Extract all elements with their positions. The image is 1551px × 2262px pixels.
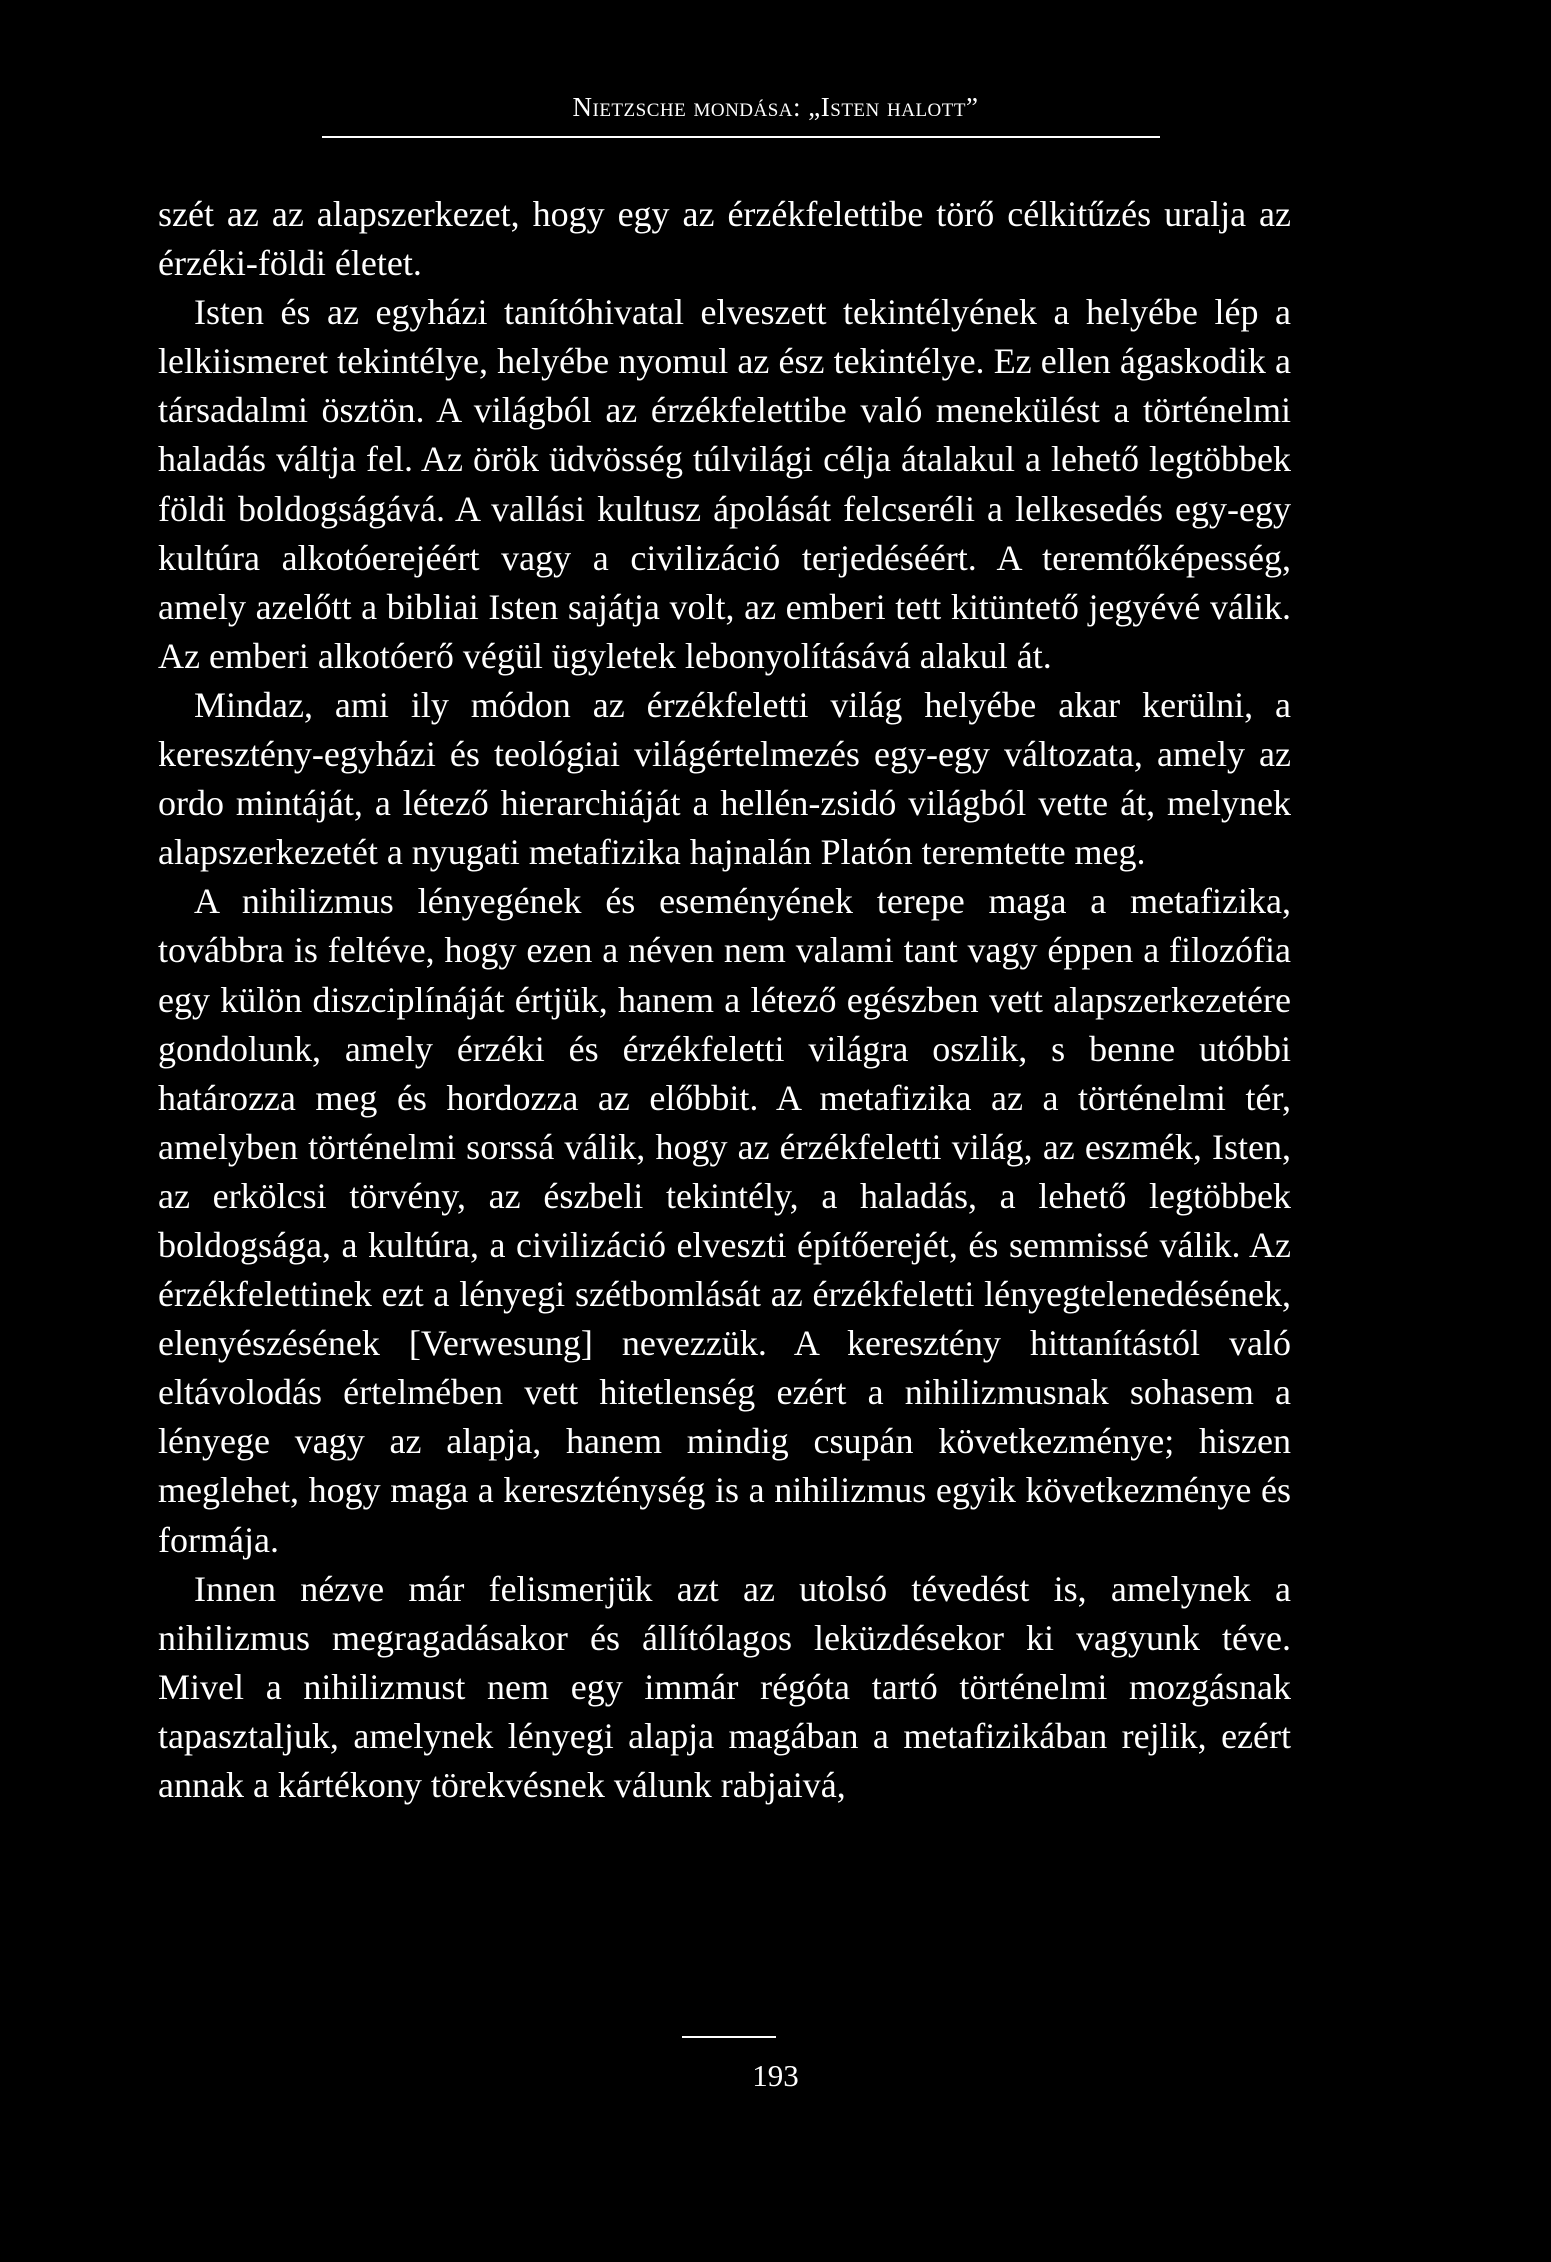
paragraph: Mindaz, ami ily módon az érzékfeletti világ helyébe akar kerülni, a keresztény-egyházi és teológiai világértelmezés egy-egy változata, amely az ordo mintáját, a létező hierarchiáját a hellén-zsidó világból vette át, melynek alapszerkezetét a nyugati metafizika hajnalán Platón teremtette meg. — [158, 684, 1291, 873]
body-text — [158, 190, 1291, 1810]
paragraph: Isten és az egyházi tanítóhivatal elveszett tekintélyének a helyébe lép a lelkiismeret tekintélye, helyébe nyomul az ész tekintélye. Ez ellen ágaskodik a társadalmi ösztön. A világból az érzékfelettibe való menekülést a történelmi haladás váltja fel. Az örök üdvösség túlvilági célja átalakul a lehető legtöbbek földi boldogságává. A vallási kultusz ápolását felcseréli a lelkesedés egy-egy kultúra alkotóerejéért vagy a civilizáció terjedéséért. A teremtőképesség, amely azelőtt a bibliai Isten sajátja volt, az emberi tett kitüntető jegyévé válik. Az emberi alkotóerő végül ügyletek lebonyolításává alakul át. — [158, 292, 1291, 676]
running-head: Nietzsche mondása: „Isten halott” — [572, 92, 979, 122]
page-number: 193 — [752, 2058, 799, 2093]
paragraph-continued: szét az az alapszerkezet, hogy egy az érzékfelettibe törő célkitűzés uralja az érzéki-földi életet. — [158, 194, 1291, 284]
paragraph: Innen nézve már felismerjük azt az utolsó tévedést is, amelynek a nihilizmus megragadásakor és állítólagos leküzdésekor ki vagyunk téve. Mivel a nihilizmust nem egy immár régóta tartó történelmi mozgásnak tapasztaljuk, amelynek lényegi alapja magában a metafizikában rejlik, ezért annak a kártékony törekvésnek válunk rabjaivá, — [158, 1568, 1291, 1805]
header-rule — [322, 136, 1160, 138]
paragraph: A nihilizmus lényegének és eseményének terepe maga a metafizika, továbbra is feltéve, hogy ezen a néven nem valami tant vagy éppen a filozófia egy külön diszciplínáját értjük, hanem a létező egészben vett alapszerkezetére gondolunk, amely érzéki és érzékfeletti világra oszlik, s benne utóbbi határozza meg és hordozza az előbbit. A metafizika az a történelmi tér, amelyben történelmi sorssá válik, hogy az érzékfeletti világ, az eszmék, Isten, az erkölcsi törvény, az észbeli tekintély, a haladás, a lehető legtöbbek boldogsága, a kultúra, a civilizáció elveszti építőerejét, és semmissé válik. Az érzékfelettinek ezt a lényegi szétbomlását az érzékfeletti lényegtelenedésének, elenyészésének [Verwesung] nevezzük. A keresztény hittanítástól való eltávolodás értelmében vett hitetlenség ezért a nihilizmusnak sohasem a lényege vagy az alapja, hanem mindig csupán következménye; hiszen meglehet, hogy maga a kereszténység is a nihilizmus egyik következménye és formája. — [158, 881, 1291, 1560]
footer-rule — [682, 2036, 776, 2038]
